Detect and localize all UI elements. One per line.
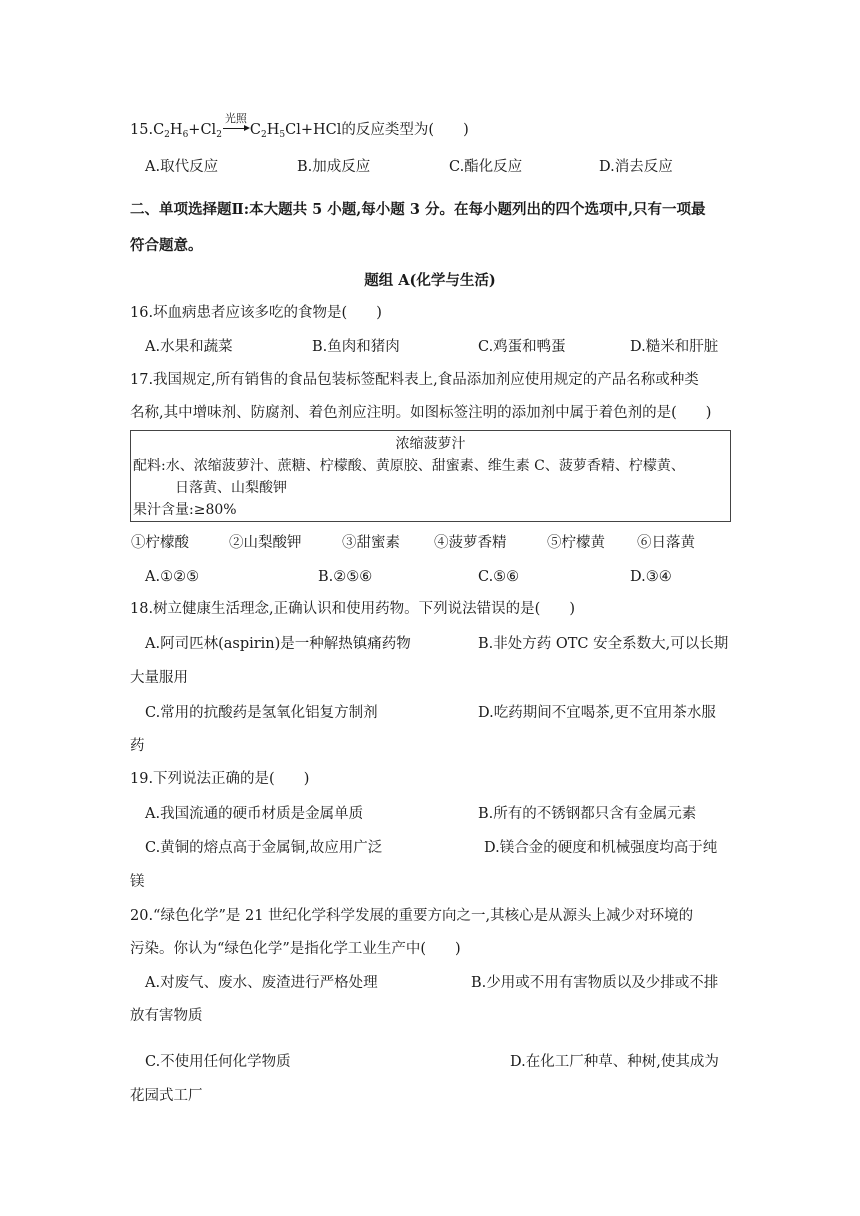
label-title: 浓缩菠萝汁 xyxy=(395,436,466,452)
q20-stem-line1: 20.“绿色化学”是 21 世纪化学科学发展的重要方向之一,其核心是从源头上减少对环境的 xyxy=(130,908,694,924)
q18-option-c: C.常用的抗酸药是氢氧化铝复方制剂 xyxy=(145,705,378,721)
q16-option-d: D.糙米和肝脏 xyxy=(630,339,719,355)
q15-number: 15. xyxy=(130,122,154,138)
q19-option-d-continued: 镁 xyxy=(130,874,145,890)
q17-item-4: ④菠萝香精 xyxy=(434,535,507,551)
q15-stem-text: 的反应类型为( ) xyxy=(341,122,469,138)
q15-option-c: C.酯化反应 xyxy=(449,159,523,175)
section2-heading-line1: 二、单项选择题Ⅱ:本大题共 5 小题,每小题 3 分。在每小题列出的四个选项中,只有一项最 xyxy=(130,201,706,218)
q17-option-a: A.①②⑤ xyxy=(145,569,200,585)
q18-option-b-continued: 大量服用 xyxy=(130,670,188,686)
section2-heading-line2: 符合题意。 xyxy=(130,237,203,254)
q17-item-2: ②山梨酸钾 xyxy=(229,535,302,551)
q17-item-3: ③甜蜜素 xyxy=(342,535,400,551)
q15-option-d: D.消去反应 xyxy=(599,159,673,175)
q17-item-6: ⑥日落黄 xyxy=(637,535,695,551)
q20-stem-line2: 污染。你认为“绿色化学”是指化学工业生产中( ) xyxy=(130,941,461,957)
label-ingredients-line1: 配料:水、浓缩菠萝汁、蔗糖、柠檬酸、黄原胶、甜蜜素、维生素 C、菠萝香精、柠檬黄、 xyxy=(133,458,685,474)
q15-stem xyxy=(130,112,469,145)
q18-option-d: D.吃药期间不宜喝茶,更不宜用茶水服 xyxy=(478,705,716,721)
q17-stem-line1: 17.我国规定,所有销售的食品包装标签配料表上,食品添加剂应使用规定的产品名称或种类 xyxy=(130,372,699,388)
q16-stem: 16.坏血病患者应该多吃的食物是( ) xyxy=(130,305,382,321)
label-juice-content: 果汁含量:≥80% xyxy=(133,502,237,518)
q15-option-b: B.加成反应 xyxy=(297,159,371,175)
product-label-box xyxy=(130,430,731,522)
q15-formula-left: $C_2H_6+Cl_2$ xyxy=(153,122,222,140)
q20-option-a: A.对废气、废水、废渣进行严格处理 xyxy=(145,975,378,991)
q17-option-c: C.⑤⑥ xyxy=(478,569,520,585)
q19-option-b: B.所有的不锈钢都只含有金属元素 xyxy=(478,806,697,822)
q15-formula-right: $C_2H_5Cl+HCl$ xyxy=(249,122,342,140)
q17-item-5: ⑤柠檬黄 xyxy=(547,535,605,551)
q16-option-a: A.水果和蔬菜 xyxy=(145,339,233,355)
q17-stem-line2: 名称,其中增味剂、防腐剂、着色剂应注明。如图标签注明的添加剂中属于着色剂的是( ) xyxy=(130,405,712,421)
label-ingredients-line2: 日落黄、山梨酸钾 xyxy=(175,480,287,496)
q17-option-d: D.③④ xyxy=(630,569,672,585)
q20-option-d-continued: 花园式工厂 xyxy=(130,1088,203,1104)
q16-option-c: C.鸡蛋和鸭蛋 xyxy=(478,339,566,355)
group-title: 题组 A(化学与生活) xyxy=(364,272,496,289)
q20-option-c: C.不使用任何化学物质 xyxy=(145,1054,291,1070)
q19-option-d: D.镁合金的硬度和机械强度均高于纯 xyxy=(484,840,718,856)
q15-option-a: A.取代反应 xyxy=(145,159,219,175)
q20-option-b: B.少用或不用有害物质以及少排或不排 xyxy=(471,975,719,991)
q18-stem: 18.树立健康生活理念,正确认识和使用药物。下列说法错误的是( ) xyxy=(130,601,575,617)
q19-stem: 19.下列说法正确的是( ) xyxy=(130,771,310,787)
q19-option-c: C.黄铜的熔点高于金属铜,故应用广泛 xyxy=(145,840,383,856)
q20-option-d: D.在化工厂种草、种树,使其成为 xyxy=(510,1054,719,1070)
q16-option-b: B.鱼肉和猪肉 xyxy=(312,339,400,355)
reaction-arrow-icon xyxy=(222,112,250,134)
q17-item-1: ①柠檬酸 xyxy=(131,535,189,551)
q18-option-b: B.非处方药 OTC 安全系数大,可以长期 xyxy=(478,636,729,652)
q18-option-a: A.阿司匹林(aspirin)是一种解热镇痛药物 xyxy=(145,636,411,652)
q20-option-b-continued: 放有害物质 xyxy=(130,1008,203,1024)
q19-option-a: A.我国流通的硬币材质是金属单质 xyxy=(145,806,364,822)
q17-option-b: B.②⑤⑥ xyxy=(318,569,373,585)
q18-option-d-continued: 药 xyxy=(130,738,145,754)
arrow-condition: 光照 xyxy=(224,112,247,125)
